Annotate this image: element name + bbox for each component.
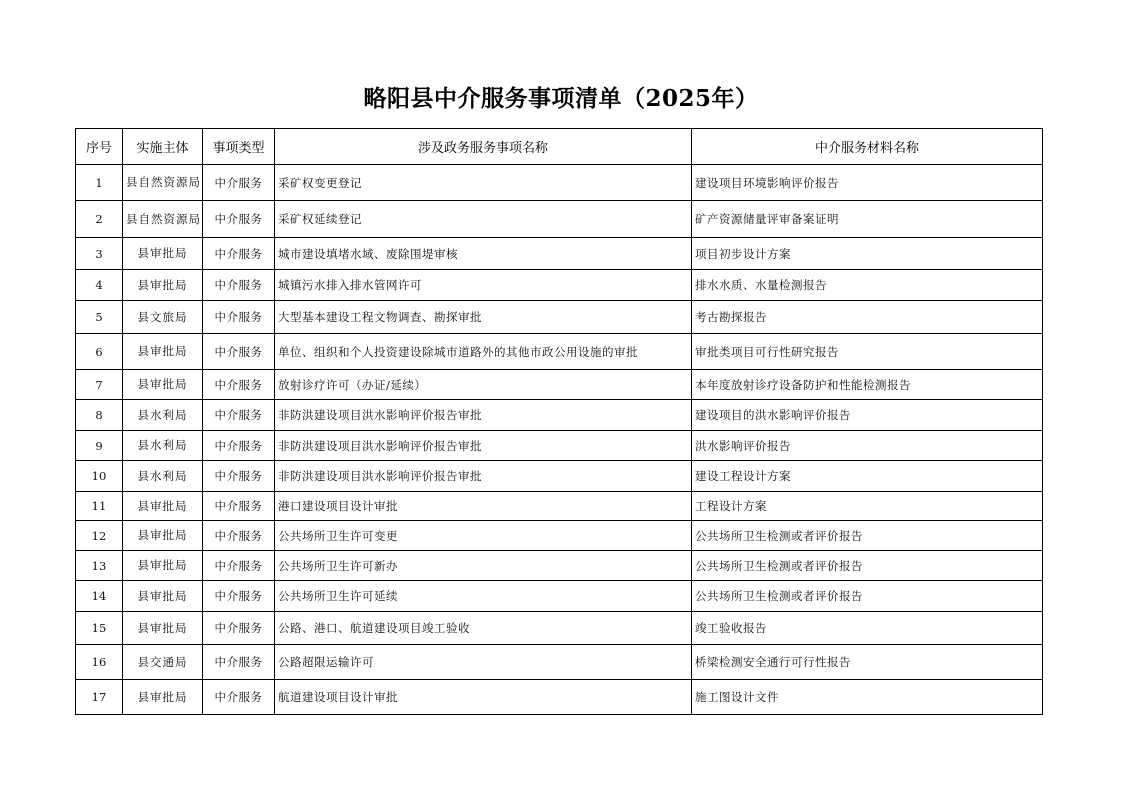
header-item-type: 事项类型 [203,129,275,165]
row-material-name: 公共场所卫生检测或者评价报告 [692,581,1043,612]
table-row [76,238,1043,270]
row-implementing-agency: 县自然资源局 [123,165,203,201]
row-implementing-agency: 县文旅局 [123,301,203,334]
row-implementing-agency: 县水利局 [123,400,203,431]
service-items-table [75,128,1043,715]
row-material-name: 公共场所卫生检测或者评价报告 [692,521,1043,551]
row-service-item-name: 港口建设项目设计审批 [275,492,692,521]
row-service-item-name: 城市建设填堵水域、废除围堤审核 [275,238,692,270]
row-serial-number: 10 [76,461,123,492]
row-item-type: 中介服务 [203,521,275,551]
table-body [76,165,1043,715]
row-item-type: 中介服务 [203,492,275,521]
row-service-item-name: 公路、港口、航道建设项目竣工验收 [275,612,692,645]
table-row [76,551,1043,581]
document-title: 略阳县中介服务事项清单（2025年） [363,85,759,112]
row-implementing-agency: 县审批局 [123,680,203,715]
row-material-name: 本年度放射诊疗设备防护和性能检测报告 [692,370,1043,400]
row-material-name: 建设项目的洪水影响评价报告 [692,400,1043,431]
row-service-item-name: 公共场所卫生许可变更 [275,521,692,551]
row-serial-number: 3 [76,238,123,270]
table-row [76,612,1043,645]
row-implementing-agency: 县审批局 [123,551,203,581]
table-row [76,165,1043,201]
table-row [76,680,1043,715]
row-item-type: 中介服务 [203,334,275,370]
row-material-name: 桥梁检测安全通行可行性报告 [692,645,1043,680]
row-item-type: 中介服务 [203,270,275,301]
row-item-type: 中介服务 [203,201,275,238]
row-implementing-agency: 县审批局 [123,270,203,301]
row-service-item-name: 非防洪建设项目洪水影响评价报告审批 [275,400,692,431]
table-row [76,645,1043,680]
row-implementing-agency: 县水利局 [123,431,203,461]
row-service-item-name: 城镇污水排入排水管网许可 [275,270,692,301]
table-row [76,461,1043,492]
row-serial-number: 16 [76,645,123,680]
row-material-name: 审批类项目可行性研究报告 [692,334,1043,370]
row-material-name: 矿产资源储量评审备案证明 [692,201,1043,238]
row-serial-number: 11 [76,492,123,521]
row-serial-number: 2 [76,201,123,238]
row-service-item-name: 公共场所卫生许可新办 [275,551,692,581]
row-implementing-agency: 县审批局 [123,581,203,612]
row-material-name: 工程设计方案 [692,492,1043,521]
row-service-item-name: 单位、组织和个人投资建设除城市道路外的其他市政公用设施的审批 [275,334,692,370]
header-service-item-name: 涉及政务服务事项名称 [275,129,692,165]
row-item-type: 中介服务 [203,431,275,461]
row-implementing-agency: 县审批局 [123,370,203,400]
row-serial-number: 13 [76,551,123,581]
table-row [76,334,1043,370]
row-item-type: 中介服务 [203,581,275,612]
header-material-name: 中介服务材料名称 [692,129,1043,165]
row-service-item-name: 放射诊疗许可（办证/延续） [275,370,692,400]
table-row [76,492,1043,521]
row-service-item-name: 采矿权变更登记 [275,165,692,201]
row-serial-number: 1 [76,165,123,201]
row-implementing-agency: 县交通局 [123,645,203,680]
table-row [76,270,1043,301]
row-material-name: 施工图设计文件 [692,680,1043,715]
row-material-name: 项目初步设计方案 [692,238,1043,270]
row-serial-number: 9 [76,431,123,461]
row-serial-number: 17 [76,680,123,715]
table-row [76,301,1043,334]
row-item-type: 中介服务 [203,165,275,201]
row-serial-number: 6 [76,334,123,370]
row-serial-number: 12 [76,521,123,551]
row-service-item-name: 非防洪建设项目洪水影响评价报告审批 [275,431,692,461]
header-implementing-agency: 实施主体 [123,129,203,165]
table-row [76,201,1043,238]
row-material-name: 公共场所卫生检测或者评价报告 [692,551,1043,581]
row-implementing-agency: 县自然资源局 [123,201,203,238]
header-serial-number: 序号 [76,129,123,165]
row-service-item-name: 非防洪建设项目洪水影响评价报告审批 [275,461,692,492]
row-item-type: 中介服务 [203,238,275,270]
row-service-item-name: 公共场所卫生许可延续 [275,581,692,612]
row-implementing-agency: 县审批局 [123,612,203,645]
row-implementing-agency: 县水利局 [123,461,203,492]
row-item-type: 中介服务 [203,370,275,400]
row-implementing-agency: 县审批局 [123,521,203,551]
row-service-item-name: 公路超限运输许可 [275,645,692,680]
row-material-name: 洪水影响评价报告 [692,431,1043,461]
row-material-name: 建设工程设计方案 [692,461,1043,492]
row-item-type: 中介服务 [203,400,275,431]
row-serial-number: 14 [76,581,123,612]
row-serial-number: 4 [76,270,123,301]
row-item-type: 中介服务 [203,680,275,715]
row-item-type: 中介服务 [203,612,275,645]
row-service-item-name: 航道建设项目设计审批 [275,680,692,715]
row-implementing-agency: 县审批局 [123,334,203,370]
row-material-name: 建设项目环境影响评价报告 [692,165,1043,201]
row-material-name: 考古勘探报告 [692,301,1043,334]
row-serial-number: 15 [76,612,123,645]
table-row [76,370,1043,400]
row-implementing-agency: 县审批局 [123,238,203,270]
row-implementing-agency: 县审批局 [123,492,203,521]
table-row [76,431,1043,461]
row-item-type: 中介服务 [203,461,275,492]
table-row [76,521,1043,551]
row-service-item-name: 采矿权延续登记 [275,201,692,238]
row-serial-number: 8 [76,400,123,431]
row-serial-number: 5 [76,301,123,334]
row-service-item-name: 大型基本建设工程文物调查、勘探审批 [275,301,692,334]
row-item-type: 中介服务 [203,645,275,680]
table-row [76,400,1043,431]
table-row [76,581,1043,612]
row-material-name: 竣工验收报告 [692,612,1043,645]
row-serial-number: 7 [76,370,123,400]
table-header-row [76,129,1043,165]
row-material-name: 排水水质、水量检测报告 [692,270,1043,301]
row-item-type: 中介服务 [203,301,275,334]
row-item-type: 中介服务 [203,551,275,581]
